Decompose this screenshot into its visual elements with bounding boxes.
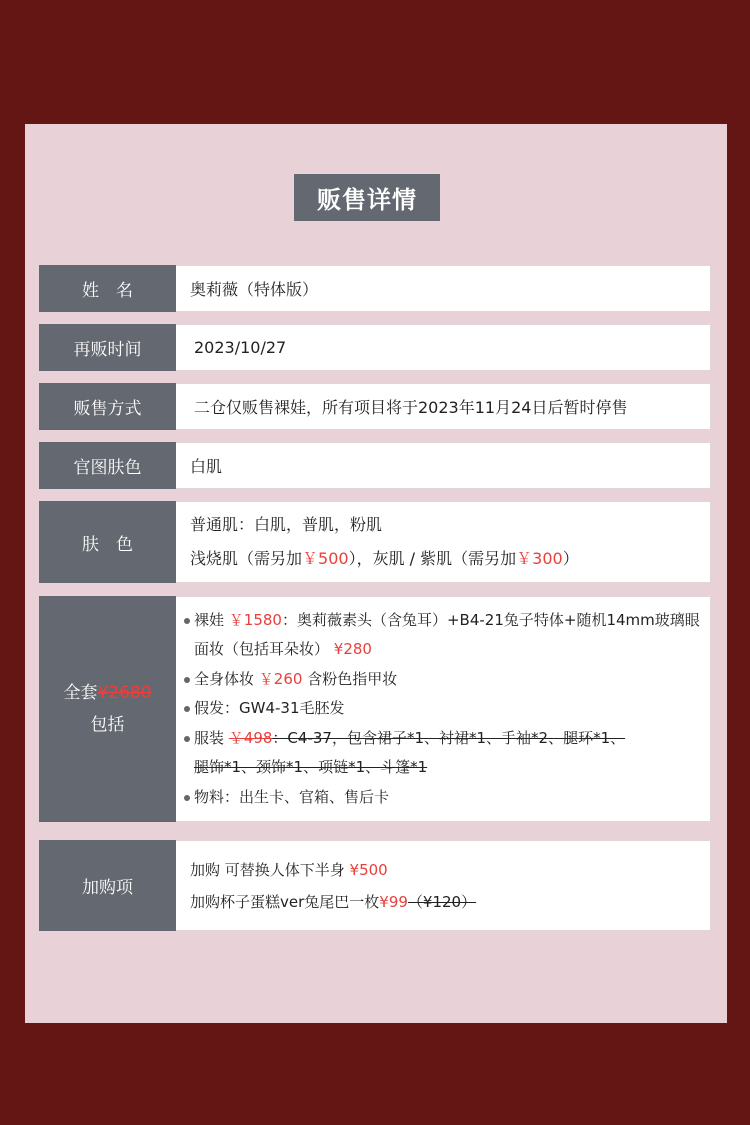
addon-line-2-old-price: （¥120） — [407, 892, 477, 911]
skin-line-2 — [190, 542, 710, 576]
row-resale — [39, 324, 711, 371]
skin-line-2-text-a: 浅烧肌（需另加 — [190, 549, 303, 568]
set-label-include: 包括 — [90, 715, 125, 735]
addon-line-1 — [190, 854, 710, 886]
skin-price-b: ￥300 — [516, 549, 563, 568]
set-item: 全身体妆 ￥260 含粉色指甲妆 — [184, 665, 710, 695]
row-addon — [39, 840, 711, 931]
set-item-list — [184, 606, 710, 813]
set-label-line — [63, 677, 151, 709]
page-title: 贩售详情 — [294, 174, 440, 221]
row-resale-label: 再贩时间 — [39, 324, 176, 371]
detail-panel — [25, 124, 727, 1023]
skin-line-2-text-c: ） — [562, 549, 579, 568]
row-name-value: 奥莉薇（特体版） — [176, 265, 711, 312]
row-name — [39, 265, 711, 312]
addon-line-1-price: ¥500 — [349, 860, 388, 879]
row-addon-value — [176, 840, 711, 931]
row-skin — [39, 501, 711, 583]
set-item: 服装 ￥498：C4-37，包含裙子*1、衬裙*1、手袖*2、腿环*1、 — [184, 724, 710, 754]
row-method-label: 贩售方式 — [39, 383, 176, 430]
addon-line-2-text: 加购杯子蛋糕ver兔尾巴一枚 — [190, 892, 380, 911]
skin-line-2-text-b: ），灰肌 / 紫肌（需另加 — [348, 549, 517, 568]
row-set-value — [176, 596, 711, 822]
set-label-price: ¥2680 — [97, 683, 152, 703]
row-name-label: 姓 名 — [39, 265, 176, 312]
row-skin-label: 肤 色 — [39, 501, 176, 583]
skin-line-1: 普通肌：白肌，普肌，粉肌 — [190, 515, 383, 534]
set-item: 物料：出生卡、官箱、售后卡 — [184, 783, 710, 813]
set-item: 假发：GW4-31毛胚发 — [184, 694, 710, 724]
addon-line-1-text: 加购 可替换人体下半身 — [190, 860, 350, 879]
addon-line-2 — [190, 886, 710, 918]
row-method-value: 二仓仅贩售裸娃，所有项目将于2023年11月24日后暂时停售 — [176, 383, 711, 430]
row-addon-label: 加购项 — [39, 840, 176, 931]
row-set-label — [39, 596, 176, 822]
skin-price-a: ￥500 — [302, 549, 349, 568]
addon-line-2-price: ¥99 — [379, 892, 408, 911]
set-item: 面妆（包括耳朵妆） ¥280 — [194, 640, 372, 659]
row-method — [39, 383, 711, 430]
set-label-text: 全套 — [63, 683, 98, 703]
row-set — [39, 596, 711, 822]
set-item: 裸娃 ￥1580：奥莉薇素头（含兔耳）+B4-21兔子特体+随机14mm玻璃眼 — [184, 606, 710, 636]
row-skin-value — [176, 501, 711, 583]
row-official-skin-label: 官图肤色 — [39, 442, 176, 489]
row-official-skin — [39, 442, 711, 489]
set-item: 腿饰*1、颈饰*1、项链*1、斗篷*1 — [194, 758, 428, 777]
row-official-skin-value: 白肌 — [176, 442, 711, 489]
row-resale-value: 2023/10/27 — [176, 324, 711, 371]
